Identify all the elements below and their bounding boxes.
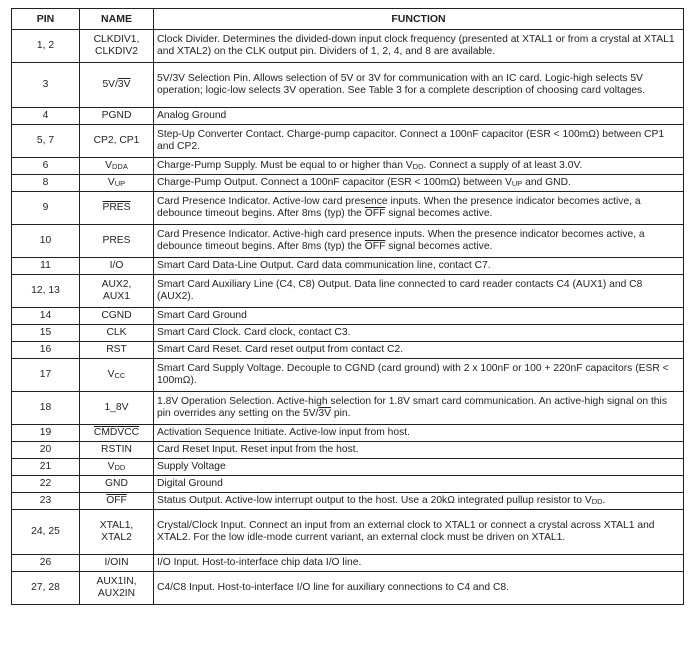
pin-number: 20 (12, 442, 80, 459)
pin-description-table (11, 8, 684, 605)
pin-name: AUX1IN, AUX2IN (80, 572, 154, 605)
pin-name: CLKDIV1, CLKDIV2 (80, 30, 154, 63)
pin-name: $V_{DD}$ (80, 459, 154, 476)
pin-number: 9 (12, 192, 80, 225)
pin-name: I/OIN (80, 555, 154, 572)
table-row (12, 63, 684, 108)
table-row (12, 476, 684, 493)
pin-function: Smart Card Clock. Card clock, contact C3. (154, 325, 684, 342)
pin-name: RST (80, 342, 154, 359)
pin-number: 19 (12, 425, 80, 442)
pin-description-table-container (11, 8, 683, 605)
pin-function: Step-Up Converter Contact. Charge-pump capacitor. Connect a 100nF capacitor (ESR < 100mΩ) between CP1 and CP2. (154, 125, 684, 158)
table-row (12, 425, 684, 442)
table-row (12, 555, 684, 572)
pin-name: I/O (80, 258, 154, 275)
pin-name: $V_{CC}$ (80, 359, 154, 392)
pin-number: 4 (12, 108, 80, 125)
pin-number: 16 (12, 342, 80, 359)
pin-function: Supply Voltage (154, 459, 684, 476)
pin-function: 5V/3V Selection Pin. Allows selection of 5V or 3V for communication with an IC card. Logic-high selects 5V operation; logic-low selects 3V operation. See Table 3 for a complete description of choosing card voltages. (154, 63, 684, 108)
pin-number: 26 (12, 555, 80, 572)
table-row (12, 493, 684, 510)
pin-number: 22 (12, 476, 80, 493)
pin-function: C4/C8 Input. Host-to-interface I/O line for auxiliary connections to C4 and C8. (154, 572, 684, 605)
pin-function: Charge-Pump Output. Connect a 100nF capacitor (ESR < 100mΩ) between $V_{UP}$ and GND. (154, 175, 684, 192)
pin-column-header: PIN (12, 9, 80, 30)
table-row (12, 175, 684, 192)
pin-function: I/O Input. Host-to-interface chip data I/O line. (154, 555, 684, 572)
pin-number: 21 (12, 459, 80, 476)
pin-number: 15 (12, 325, 80, 342)
function-column-header: FUNCTION (154, 9, 684, 30)
pin-function: Status Output. Active-low interrupt output to the host. Use a 20kΩ integrated pullup resistor to $V_{DD}$. (154, 493, 684, 510)
pin-function: Smart Card Supply Voltage. Decouple to CGND (card ground) with 2 x 100nF or 100 + 220nF capacitors (ESR < 100mΩ). (154, 359, 684, 392)
pin-name: CMDVCC (80, 425, 154, 442)
table-row (12, 192, 684, 225)
pin-number: 17 (12, 359, 80, 392)
table-header-row (12, 9, 684, 30)
table-row (12, 225, 684, 258)
pin-number: 23 (12, 493, 80, 510)
pin-number: 8 (12, 175, 80, 192)
table-row (12, 392, 684, 425)
table-row (12, 125, 684, 158)
pin-function: Activation Sequence Initiate. Active-low input from host. (154, 425, 684, 442)
table-row (12, 359, 684, 392)
table-row (12, 30, 684, 63)
pin-name: GND (80, 476, 154, 493)
table-row (12, 442, 684, 459)
pin-name: RSTIN (80, 442, 154, 459)
pin-function: 1.8V Operation Selection. Active-high selection for 1.8V smart card communication. An active-high signal on this pin overrides any setting on the 5V/3V pin. (154, 392, 684, 425)
pin-number: 3 (12, 63, 80, 108)
pin-number: 10 (12, 225, 80, 258)
pin-name: $V_{UP}$ (80, 175, 154, 192)
table-row (12, 459, 684, 476)
pin-name: CLK (80, 325, 154, 342)
pin-function: Card Presence Indicator. Active-high card presence inputs. When the presence indicator becomes active, a debounce timeout begins. After 8ms (typ) the $\overline{OFF}$ signal becomes active. (154, 225, 684, 258)
pin-function: Crystal/Clock Input. Connect an input from an external clock to XTAL1 or connect a crystal across XTAL1 and XTAL2. For the low idle-mode current variant, an external clock must be driven on XTAL1. (154, 510, 684, 555)
pin-function: Card Presence Indicator. Active-low card presence inputs. When the presence indicator becomes active, a debounce timeout begins. After 8ms (typ) the $\overline{OFF}$ signal becomes active. (154, 192, 684, 225)
pin-name: XTAL1, XTAL2 (80, 510, 154, 555)
pin-number: 24, 25 (12, 510, 80, 555)
table-row (12, 572, 684, 605)
pin-name: $V_{DDA}$ (80, 158, 154, 175)
pin-number: 6 (12, 158, 80, 175)
pin-name: 1_8V (80, 392, 154, 425)
pin-name: CP2, CP1 (80, 125, 154, 158)
table-row (12, 108, 684, 125)
pin-function: Smart Card Auxiliary Line (C4, C8) Output. Data line connected to card reader contacts C4 (AUX1) and C8 (AUX2). (154, 275, 684, 308)
pin-function: Clock Divider. Determines the divided-down input clock frequency (presented at XTAL1 or from a crystal at XTAL1 and XTAL2) on the CLK output pin. Dividers of 1, 2, 4, and 8 are available. (154, 30, 684, 63)
table-row (12, 325, 684, 342)
table-row (12, 275, 684, 308)
pin-name: PRES (80, 192, 154, 225)
pin-number: 18 (12, 392, 80, 425)
table-row (12, 510, 684, 555)
table-row (12, 342, 684, 359)
pin-name: PRES (80, 225, 154, 258)
pin-function: Charge-Pump Supply. Must be equal to or higher than $V_{DD}$. Connect a supply of at least 3.0V. (154, 158, 684, 175)
table-row (12, 308, 684, 325)
pin-number: 27, 28 (12, 572, 80, 605)
pin-name: CGND (80, 308, 154, 325)
pin-function: Analog Ground (154, 108, 684, 125)
pin-function: Digital Ground (154, 476, 684, 493)
pin-number: 14 (12, 308, 80, 325)
pin-name: AUX2, AUX1 (80, 275, 154, 308)
name-column-header: NAME (80, 9, 154, 30)
pin-number: 12, 13 (12, 275, 80, 308)
pin-name: PGND (80, 108, 154, 125)
pin-number: 5, 7 (12, 125, 80, 158)
table-row (12, 258, 684, 275)
pin-function: Smart Card Reset. Card reset output from contact C2. (154, 342, 684, 359)
pin-number: 11 (12, 258, 80, 275)
pin-name: 5V/3V (80, 63, 154, 108)
pin-function: Smart Card Data-Line Output. Card data communication line, contact C7. (154, 258, 684, 275)
pin-number: 1, 2 (12, 30, 80, 63)
pin-function: Card Reset Input. Reset input from the host. (154, 442, 684, 459)
pin-name: $\overline{OFF}$ (80, 493, 154, 510)
pin-function: Smart Card Ground (154, 308, 684, 325)
table-row (12, 158, 684, 175)
